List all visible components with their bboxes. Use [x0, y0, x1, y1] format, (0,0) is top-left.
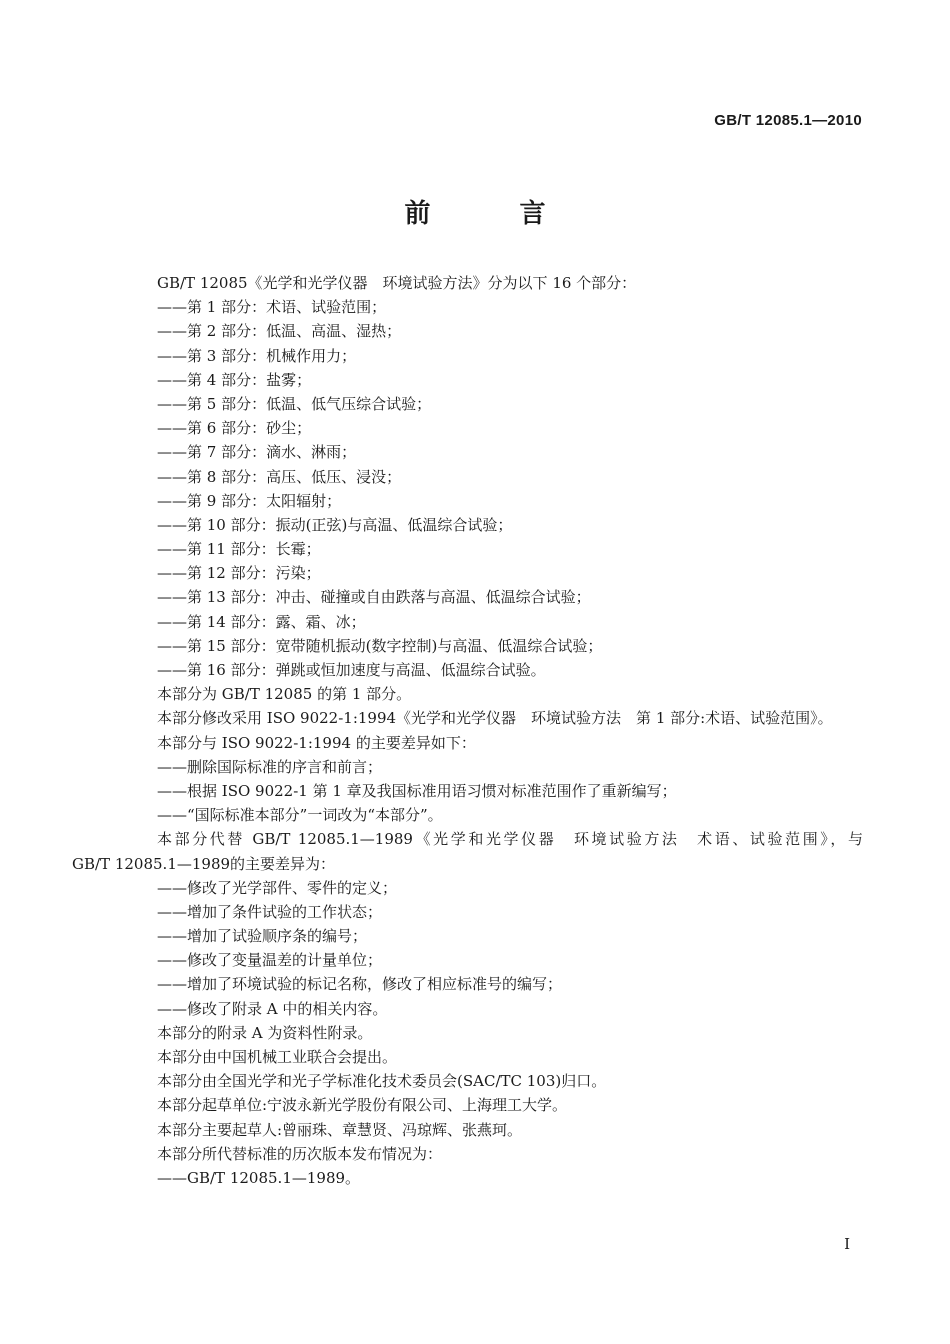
part-list-item: ——第 12 部分：污染；	[157, 564, 321, 583]
history-list-item: ——GB/T 12085.1—1989。	[157, 1168, 361, 1187]
part-list-item: ——第 4 部分：盐雾；	[157, 370, 312, 389]
iso-diff-list	[157, 755, 863, 828]
part-list-item: ——第 10 部分：振动(正弦)与高温、低温综合试验；	[157, 515, 513, 534]
page-number: I	[844, 1235, 850, 1253]
proposed-paragraph: 本部分由中国机械工业联合会提出。	[157, 1048, 398, 1066]
part-list-item: ——第 5 部分：低温、低气压综合试验；	[157, 394, 432, 413]
change-list-item: ——修改了附录 A 中的相关内容。	[157, 999, 388, 1018]
this-part-paragraph: 本部分为 GB/T 12085 的第 1 部分。	[157, 685, 412, 704]
change-list-item: ——增加了条件试验的工作状态；	[157, 902, 383, 921]
drafting-units-paragraph: 本部分起草单位:宁波永新光学股份有限公司、上海理工大学。	[157, 1096, 568, 1115]
page-title: 前 言	[404, 199, 586, 229]
changes-list	[157, 876, 863, 1021]
replaces-paragraph-line2: GB/T 12085.1—1989的主要差异为：	[72, 854, 336, 873]
part-list-item: ——第 16 部分：弹跳或恒加速度与高温、低温综合试验。	[157, 661, 546, 679]
history-intro-paragraph: 本部分所代替标准的历次版本发布情况为：	[157, 1144, 443, 1163]
part-list-item: ——第 15 部分：宽带随机振动(数字控制)与高温、低温综合试验；	[157, 636, 603, 655]
document-body	[72, 271, 863, 1190]
iso-diff-item: ——“国际标准本部分”一词改为“本部分”。	[157, 806, 443, 825]
change-list-item: ——修改了光学部件、零件的定义；	[157, 878, 398, 897]
parts-list	[157, 295, 863, 682]
intro-paragraph: GB/T 12085《光学和光学仪器 环境试验方法》分为以下 16 个部分：	[157, 274, 637, 292]
iso-diff-intro: 本部分与 ISO 9022-1:1994 的主要差异如下：	[157, 733, 476, 752]
part-list-item: ——第 7 部分：滴水、淋雨；	[157, 443, 357, 462]
standard-number: GB/T 12085.1—2010	[714, 112, 862, 129]
replaces-paragraph-line1: 本部分代替 GB/T 12085.1—1989《光学和光学仪器 环境试验方法 术语、试验范围》，与	[157, 830, 863, 849]
part-list-item: ——第 6 部分：砂尘；	[157, 419, 312, 438]
adoption-paragraph: 本部分修改采用 ISO 9022-1:1994《光学和光学仪器 环境试验方法 第 1 部分:术语、试验范围》。	[157, 709, 833, 728]
part-list-item: ——第 9 部分：太阳辐射；	[157, 491, 342, 510]
part-list-item: ——第 3 部分：机械作用力；	[157, 346, 357, 365]
drafters-paragraph: 本部分主要起草人:曾丽珠、章慧贤、冯琼辉、张燕珂。	[157, 1120, 523, 1139]
part-list-item: ——第 13 部分：冲击、碰撞或自由跌落与高温、低温综合试验；	[157, 588, 591, 607]
part-list-item: ——第 14 部分：露、霜、冰；	[157, 612, 366, 631]
change-list-item: ——修改了变量温差的计量单位；	[157, 951, 383, 970]
history-list	[157, 1166, 863, 1190]
part-list-item: ——第 1 部分：术语、试验范围；	[157, 298, 387, 317]
annex-paragraph: 本部分的附录 A 为资料性附录。	[157, 1023, 373, 1042]
part-list-item: ——第 11 部分：长霉；	[157, 540, 321, 559]
part-list-item: ——第 2 部分：低温、高温、湿热；	[157, 322, 402, 341]
change-list-item: ——增加了环境试验的标记名称，修改了相应标准号的编写；	[157, 975, 563, 994]
centralized-paragraph: 本部分由全国光学和光子学标准化技术委员会(SAC/TC 103)归口。	[157, 1072, 607, 1091]
part-list-item: ——第 8 部分：高压、低压、浸没；	[157, 467, 402, 486]
iso-diff-item: ——删除国际标准的序言和前言；	[157, 757, 383, 776]
iso-diff-item: ——根据 ISO 9022-1 第 1 章及我国标准用语习惯对标准范围作了重新编写；	[157, 781, 677, 800]
change-list-item: ——增加了试验顺序条的编号；	[157, 927, 368, 946]
